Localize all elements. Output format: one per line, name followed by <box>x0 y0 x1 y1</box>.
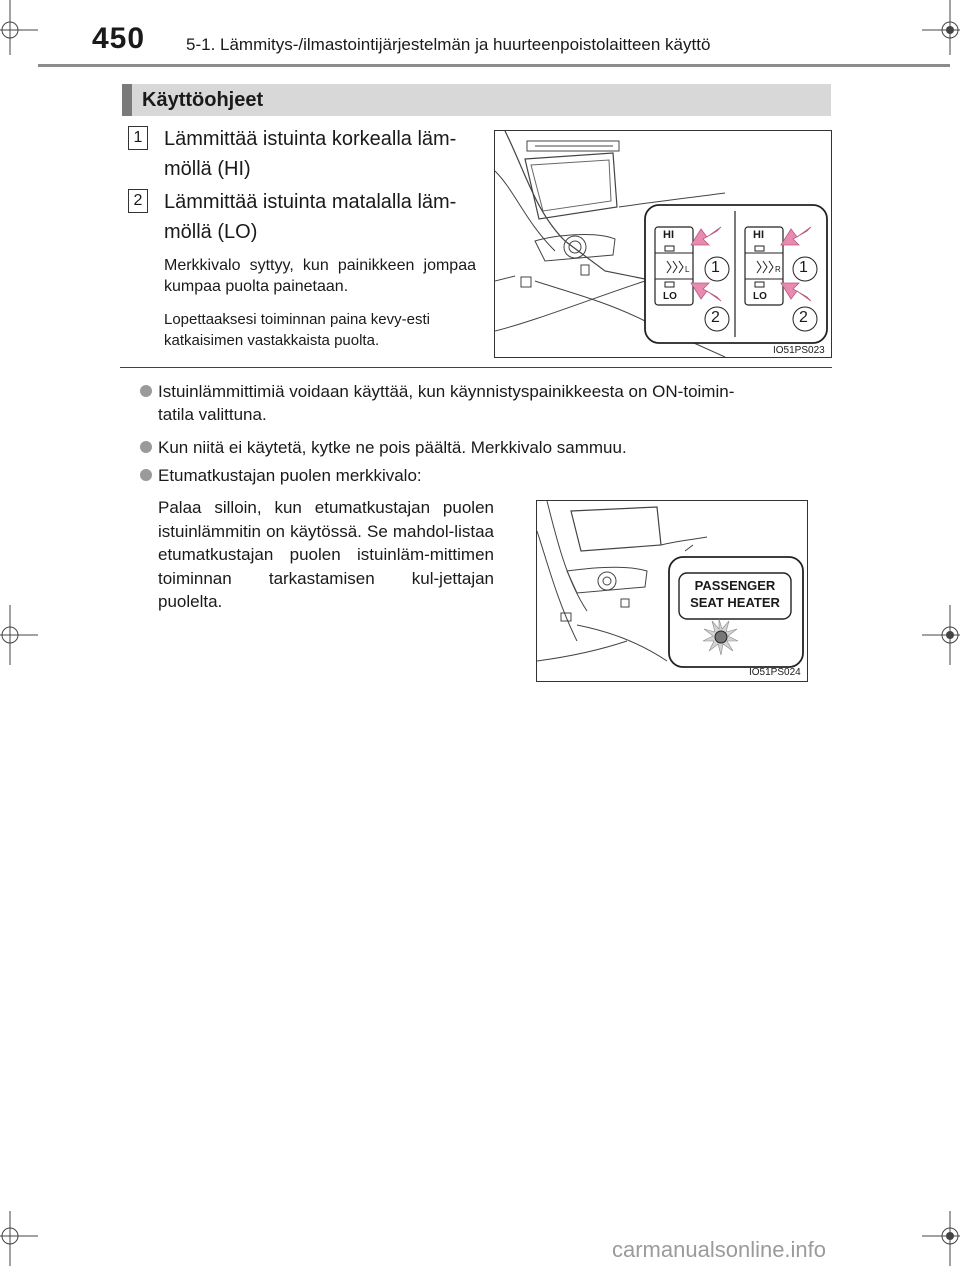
crop-mark-top-right <box>920 0 960 60</box>
bullet-2-text: Kun niitä ei käytetä, kytke ne pois päältä. Merkkivalo sammuu. <box>158 438 627 457</box>
bullet-item-2 <box>140 436 830 459</box>
section-title: Käyttöohjeet <box>142 89 264 111</box>
crop-mark-top-left <box>0 0 40 60</box>
right-switch-lo-label: LO <box>753 291 767 302</box>
right-switch-side-tag: R <box>775 265 781 274</box>
bullet-1-line2: tatila valittuna. <box>158 405 267 424</box>
step-2-line1: Lämmittää istuinta matalalla läm- <box>164 191 457 213</box>
separator-rule <box>120 367 832 368</box>
watermark: carmanualsonline.info <box>612 1237 827 1262</box>
crop-mark-mid-left <box>0 605 40 665</box>
left-callout-1: 1 <box>711 259 720 276</box>
crop-mark-mid-right <box>920 605 960 665</box>
bullet-icon <box>140 469 152 481</box>
figure-seat-heater-switches <box>494 130 832 358</box>
step-1-line1: Lämmittää istuinta korkealla läm- <box>164 128 457 150</box>
chapter-title: 5-1. Lämmitys-/ilmastointijärjestelmän ja huurteenpoistolaitteen käyttö <box>186 35 711 54</box>
left-callout-2: 2 <box>711 309 720 326</box>
dashboard-illustration <box>495 131 831 357</box>
step-1-line2: möllä (HI) <box>164 158 251 180</box>
figure-1-code: IO51PS023 <box>773 345 825 356</box>
label-line2: SEAT HEATER <box>690 595 780 610</box>
step-1-number: 1 <box>128 126 148 150</box>
step-1-text <box>164 124 484 184</box>
left-switch-lo-label: LO <box>663 291 677 302</box>
section-heading-bar <box>122 84 831 116</box>
right-callout-2: 2 <box>799 309 808 326</box>
turn-off-note: Lopettaaksesi toiminnan paina kevy-esti katkaisimen vastakkaista puolta. <box>164 311 430 349</box>
bullet-1-line1: Istuinlämmittimiä voidaan käyttää, kun käynnistyspainikkeesta on ON-toimin- <box>158 382 735 401</box>
step-2-line2: möllä (LO) <box>164 221 258 243</box>
indicator-note: Merkkivalo syttyy, kun painikkeen jompaa kumpaa puolta painetaan. <box>164 257 476 295</box>
passenger-seat-heater-label <box>679 577 791 611</box>
bullet-3-text: Etumatkustajan puolen merkkivalo: <box>158 466 422 485</box>
bullet-icon <box>140 385 152 397</box>
left-switch-hi-label: HI <box>663 229 674 241</box>
bullet-item-1 <box>140 380 830 426</box>
figure-passenger-indicator <box>536 500 808 682</box>
step-2-text <box>164 187 484 247</box>
passenger-indicator-note: Palaa silloin, kun etumatkustajan puolen istuinlämmitin on käytössä. Se mahdol-listaa etumatkustajan puolen istuinläm-mittimen toiminnan tarkastamisen kul-jettajan puolelta. <box>158 498 494 611</box>
bullet-item-3 <box>140 464 830 487</box>
label-line1: PASSENGER <box>694 578 776 593</box>
left-switch-side-tag: L <box>685 265 690 274</box>
crop-mark-bottom-left <box>0 1206 40 1266</box>
header-rule <box>38 64 950 67</box>
figure-2-code: IO51PS024 <box>749 667 801 678</box>
bullet-icon <box>140 441 152 453</box>
crop-mark-bottom-right <box>920 1206 960 1266</box>
right-callout-1: 1 <box>799 259 808 276</box>
right-switch-hi-label: HI <box>753 229 764 241</box>
step-2-number: 2 <box>128 189 148 213</box>
page-number: 450 <box>92 22 146 55</box>
section-accent <box>122 84 132 116</box>
